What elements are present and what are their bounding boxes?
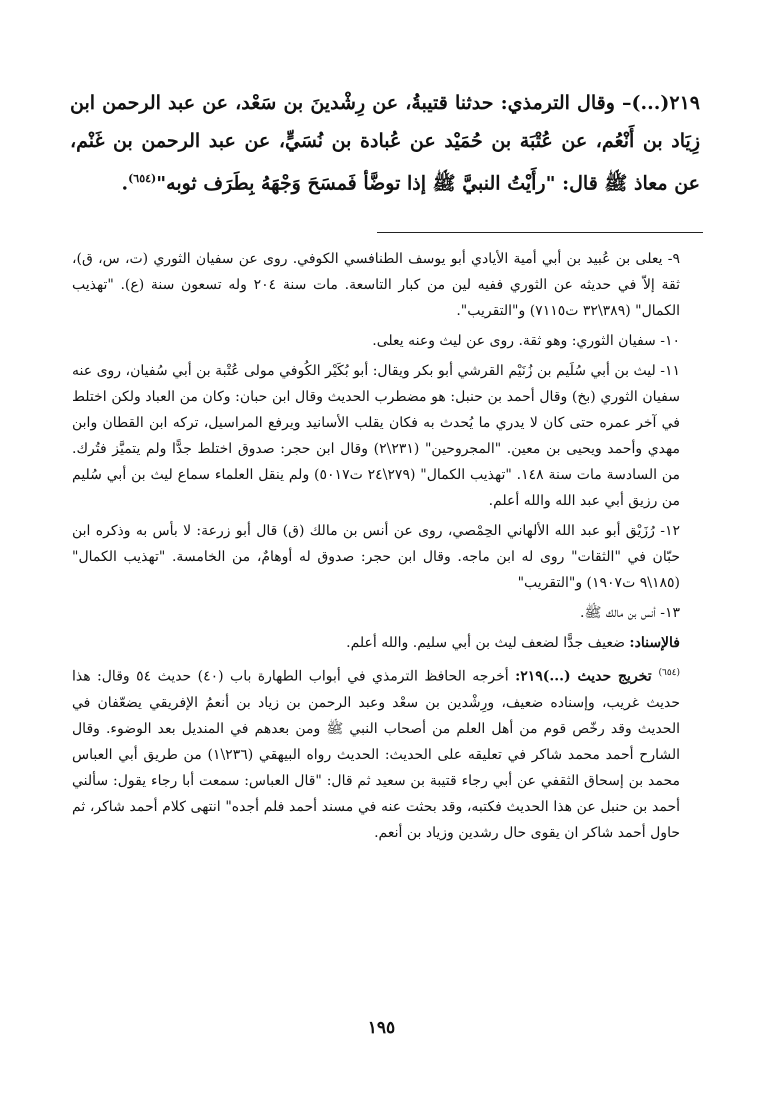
hadith-number: (...)٢١٩ (631, 92, 700, 114)
footnotes-section (72, 246, 702, 850)
narrator-note-10: ١٠- سفيان الثوري: وهو ثقة. روى عن ليث وعنه يعلى. (372, 333, 680, 349)
hadith-end-dot: . (121, 172, 129, 195)
narrator-note-12: ١٢- رُزَيْق أبو عبد الله الألهاني الحِمْصي، روى عن أنس بن مالك (ق) قال أبو زرعة: لا بأس به وذكره ابن حبّان في "الثقات" روى له ابن ماجه. وقال ابن حجر: صدوق له أوهامٌ، من الخامسة. "تهذيب الكمال" (١٨٥\٩ ت١٩٠٧) و"التقريب" (72, 523, 680, 591)
narrator-note-9: ٩- يعلى بن عُبيد بن أبي أمية الأيادي أبو يوسف الطنافسي الكوفي. روى عن سفيان الثوري (ت، س، ق)، ثقة إلاّ في حديثه عن الثوري ففيه لين من كبار التاسعة. مات سنة ٢٠٤ وله تسعون سنة (ع). "تهذيب الكمال" (٣٨٩\٣٢ ت٧١١٥) و"التقريب". (72, 251, 680, 319)
takhrij-label: تخريج حديث (...)٢١٩: (515, 668, 659, 685)
narrator-note-13: ١٣- أنس بن مالك ﷺ. (580, 605, 680, 621)
isnad-label: فالإسناد: (629, 635, 680, 651)
hadith-body: – وقال الترمذي: حدثنا قتيبةُ، عن رِشْدينَ بن سَعْد، عن عبد الرحمن ابن زِيَاد بن أَنْعُم، عن عُتْبَة بن حُمَيْد عن عُبادة بن نُسَيٍّ، عن عبد الرحمن بن غَنْم، عن معاذ ﷺ قال: "رأَيْتُ النبيَّ ﷺ إذا توضَّأ فَمسَحَ وَجْهَهُ بِطَرَف ثوبه" (70, 92, 700, 195)
takhrij-text: أخرجه الحافظ الترمذي في أبواب الطهارة باب (٤٠) حديث ٥٤ وقال: هذا حديث غريب، وإسناده ضعيف، ورِشْدين بن سعْد وعبد الرحمن بن زياد بن أنعمُ الإفريقي يضعّفان في الحديث وقد رخّص قوم من أهل العلم من أصحاب النبي ﷺ ومن بعدهم في المنديل بعد الوضوء. وقال الشارح أحمد محمد شاكر في تعليقه على الحديث: الحديث رواه البيهقي (٢٣٦\١) من طريق أبي العباس محمد بن إسحاق الثقفي عن أبي رجاء قتيبة بن سعيد ثم قال: "قال العباس: سمعت أبا رجاء يقول: سألني أحمد بن حنبل عن هذا الحديث فكتبه، وقد بحثت عنه في مسند أحمد فلم أجده" انتهى كلام أحمد شاكر، ثم حاول أحمد شاكر ان يقوى حال رشدين وزياد بن أنعم. (72, 668, 681, 841)
page-number: ١٩٥ (367, 1018, 396, 1038)
takhrij-footnote-number: (٦٥٤) (658, 668, 681, 678)
isnad-text: ضعيف جدًّا لضعف ليث بن أبي سليم. والله أعلم. (346, 635, 630, 651)
narrator-note-11: ١١- ليث بن أبي سُلَيم بن زُنَيْم القرشي أبو بكر ويقال: أبو بُكَيْر الكُوفي مولى عُتْبة بن أبي سُفيان، روى عنه سفيان الثوري (بخ) وقال أحمد بن حنبل: هو مضطرب الحديث وقال ابن حبان: وكان من العباد ولكن اختلط في آخر عمره حتى كان لا يدري ما يُحدث به فكان يقلب الأسانيد ويرفع المراسيل، تركه ابن القطان وابن مهدي وأحمد ويحيى بن معين. "المجروحين" (٢٣١\٢) وقال ابن حجر: صدوق اختلط جدًّا ولم يتميَّز فتُرك. من السادسة مات سنة ١٤٨. "تهذيب الكمال" (٢٧٩\٢٤ ت٥٠١٧) ولم ينقل العلماء سماع ليث بن أبي سُليم من رزيق أبي عبد الله والله أعلم. (72, 363, 680, 509)
takhrij-note (72, 660, 702, 846)
footnote-divider (377, 232, 703, 233)
footnote-reference: (٦٥٤) (128, 172, 157, 185)
hadith-main-text (70, 84, 700, 202)
isnad-judgement (72, 630, 702, 656)
